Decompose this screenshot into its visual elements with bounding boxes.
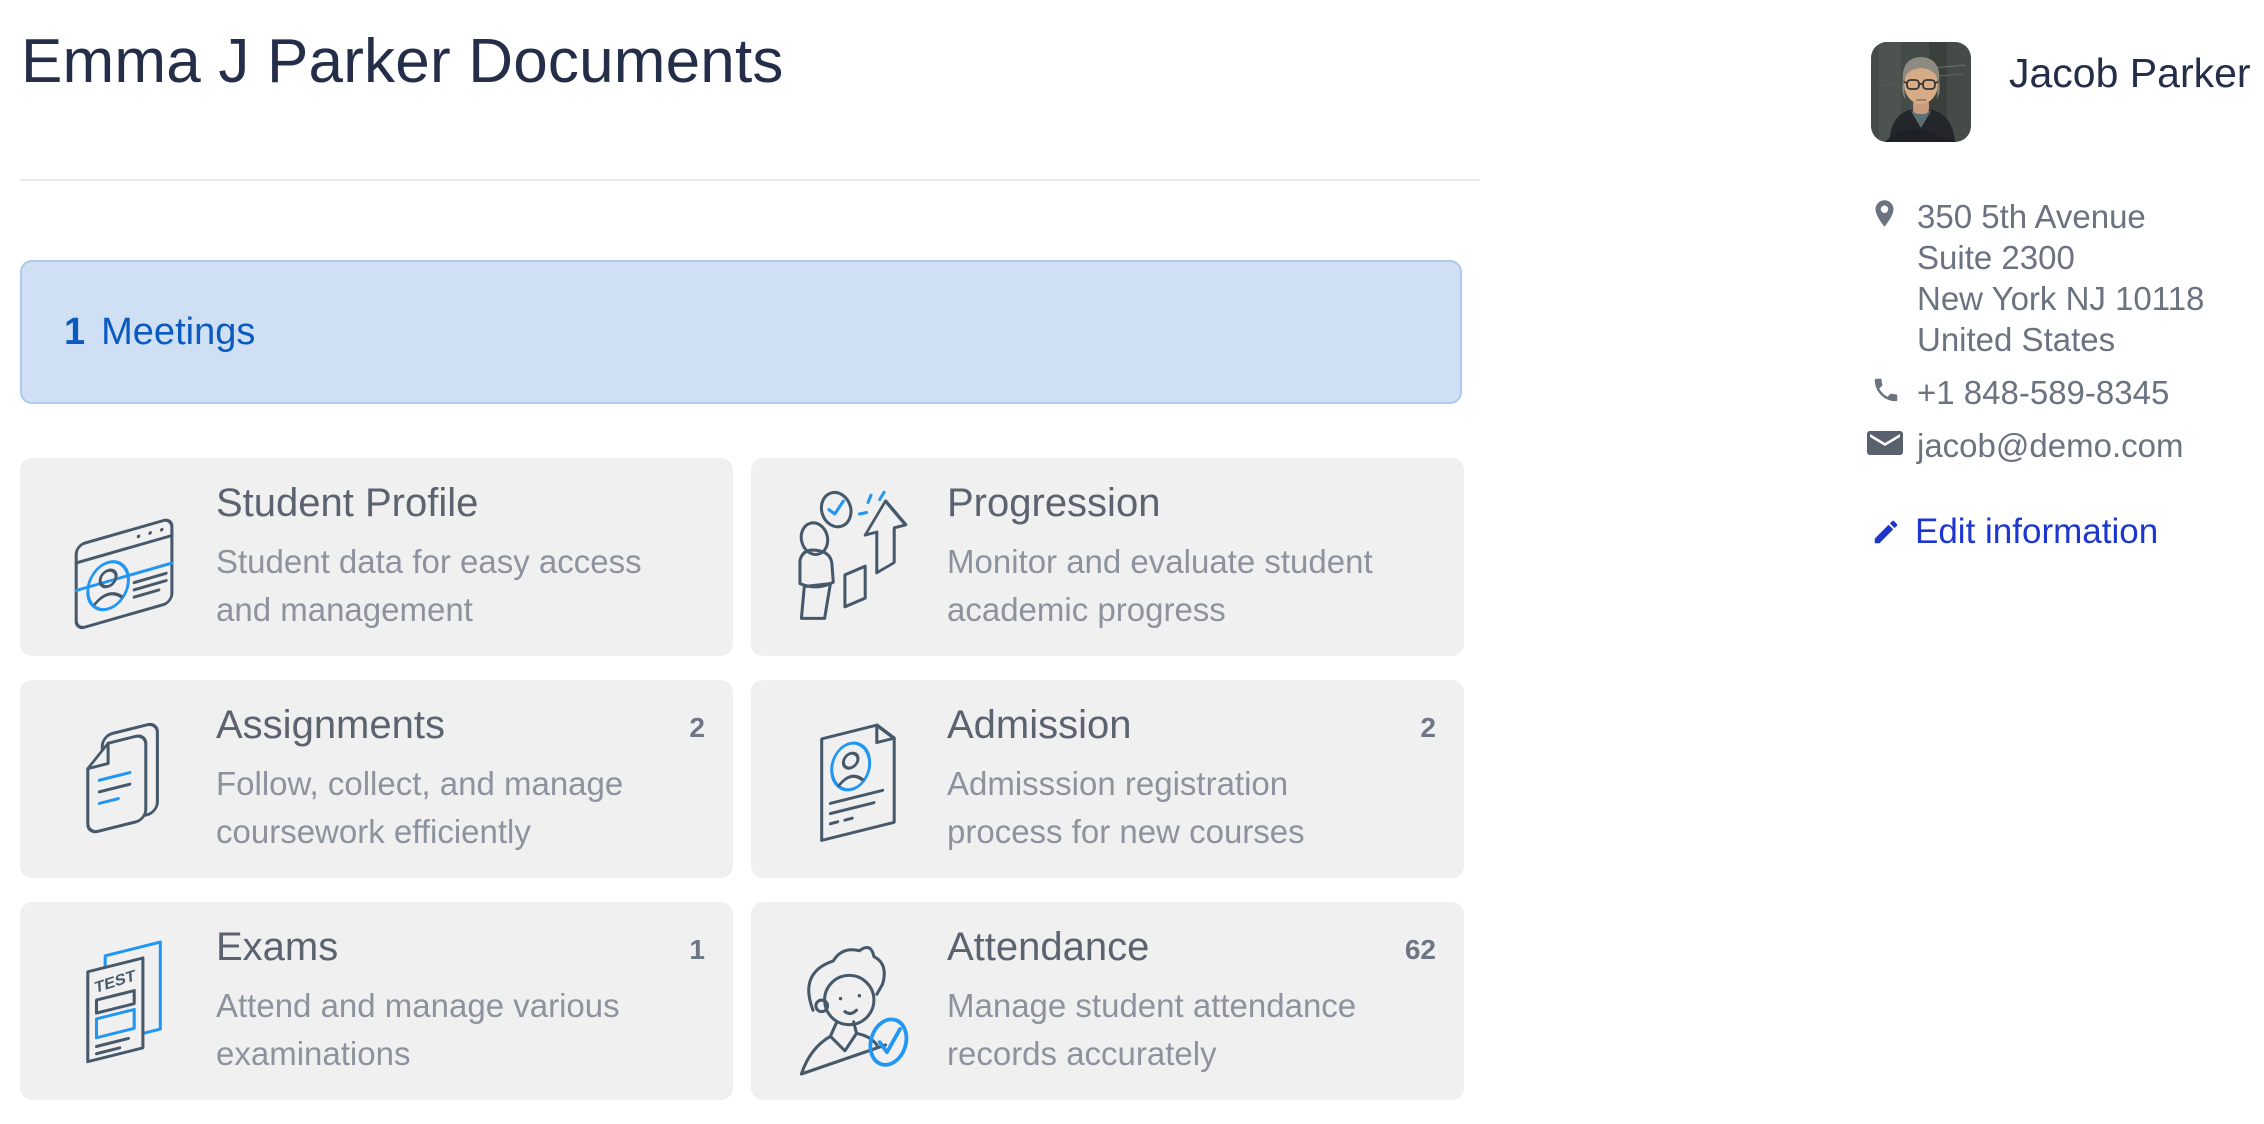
card-description: Admisssion registration process for new courses — [947, 764, 1305, 850]
exams-icon — [50, 929, 200, 1074]
avatar — [1871, 42, 1971, 142]
meetings-count: 1 — [64, 310, 86, 353]
profile-name: Jacob Parker — [2009, 50, 2251, 96]
progression-icon — [781, 485, 931, 630]
edit-label: Edit information — [1915, 512, 2159, 551]
card-assignments[interactable] — [20, 680, 733, 878]
card-badge: 62 — [1404, 934, 1436, 965]
card-badge: 2 — [1420, 712, 1436, 743]
pencil-icon — [1871, 517, 1901, 547]
card-title: Student Profile — [216, 480, 479, 525]
contact-info — [1871, 196, 2251, 466]
address-line-1: 350 5th Avenue — [1917, 198, 2146, 235]
card-title: Assignments — [216, 702, 445, 747]
card-badge: 1 — [689, 934, 705, 965]
document-cards — [20, 458, 1464, 1100]
email-address: jacob@demo.com — [1917, 427, 2184, 464]
card-title: Exams — [216, 924, 339, 969]
page-title: Emma J Parker Documents — [21, 27, 784, 96]
svg-text:TEST: TEST — [93, 966, 136, 997]
card-attendance[interactable] — [751, 902, 1464, 1100]
address-line-4: United States — [1917, 321, 2116, 358]
card-description: Student data for easy access and management — [216, 542, 642, 628]
card-description: Monitor and evaluate student academic progress — [947, 542, 1373, 628]
card-title: Attendance — [947, 924, 1150, 969]
location-pin-icon — [1871, 196, 1917, 360]
card-description: Follow, collect, and manage coursework efficiently — [216, 764, 624, 850]
phone-row — [1871, 372, 2251, 413]
profile-sidebar — [1871, 42, 2251, 552]
card-title: Admission — [947, 702, 1132, 747]
card-badge: 2 — [689, 712, 705, 743]
card-description: Attend and manage various examinations — [216, 986, 620, 1072]
phone-number: +1 848-589-8345 — [1917, 374, 2170, 411]
email-row — [1871, 425, 2251, 466]
address-row — [1871, 196, 2251, 360]
card-student-profile[interactable] — [20, 458, 733, 656]
email-icon — [1871, 425, 1917, 466]
meetings-banner[interactable] — [20, 260, 1462, 404]
meetings-label: Meetings — [101, 310, 256, 353]
admission-icon — [781, 707, 931, 852]
card-admission[interactable] — [751, 680, 1464, 878]
card-description: Manage student attendance records accurately — [947, 986, 1357, 1072]
address-line-3: New York NJ 10118 — [1917, 280, 2205, 317]
divider — [20, 179, 1480, 181]
card-progression[interactable] — [751, 458, 1464, 656]
assignments-icon — [50, 707, 200, 852]
student-profile-icon — [50, 485, 200, 630]
card-title: Progression — [947, 480, 1161, 525]
attendance-icon — [781, 929, 931, 1074]
edit-information-link[interactable] — [1871, 512, 2251, 552]
card-exams[interactable] — [20, 902, 733, 1100]
phone-icon — [1871, 372, 1917, 413]
address-line-2: Suite 2300 — [1917, 239, 2075, 276]
